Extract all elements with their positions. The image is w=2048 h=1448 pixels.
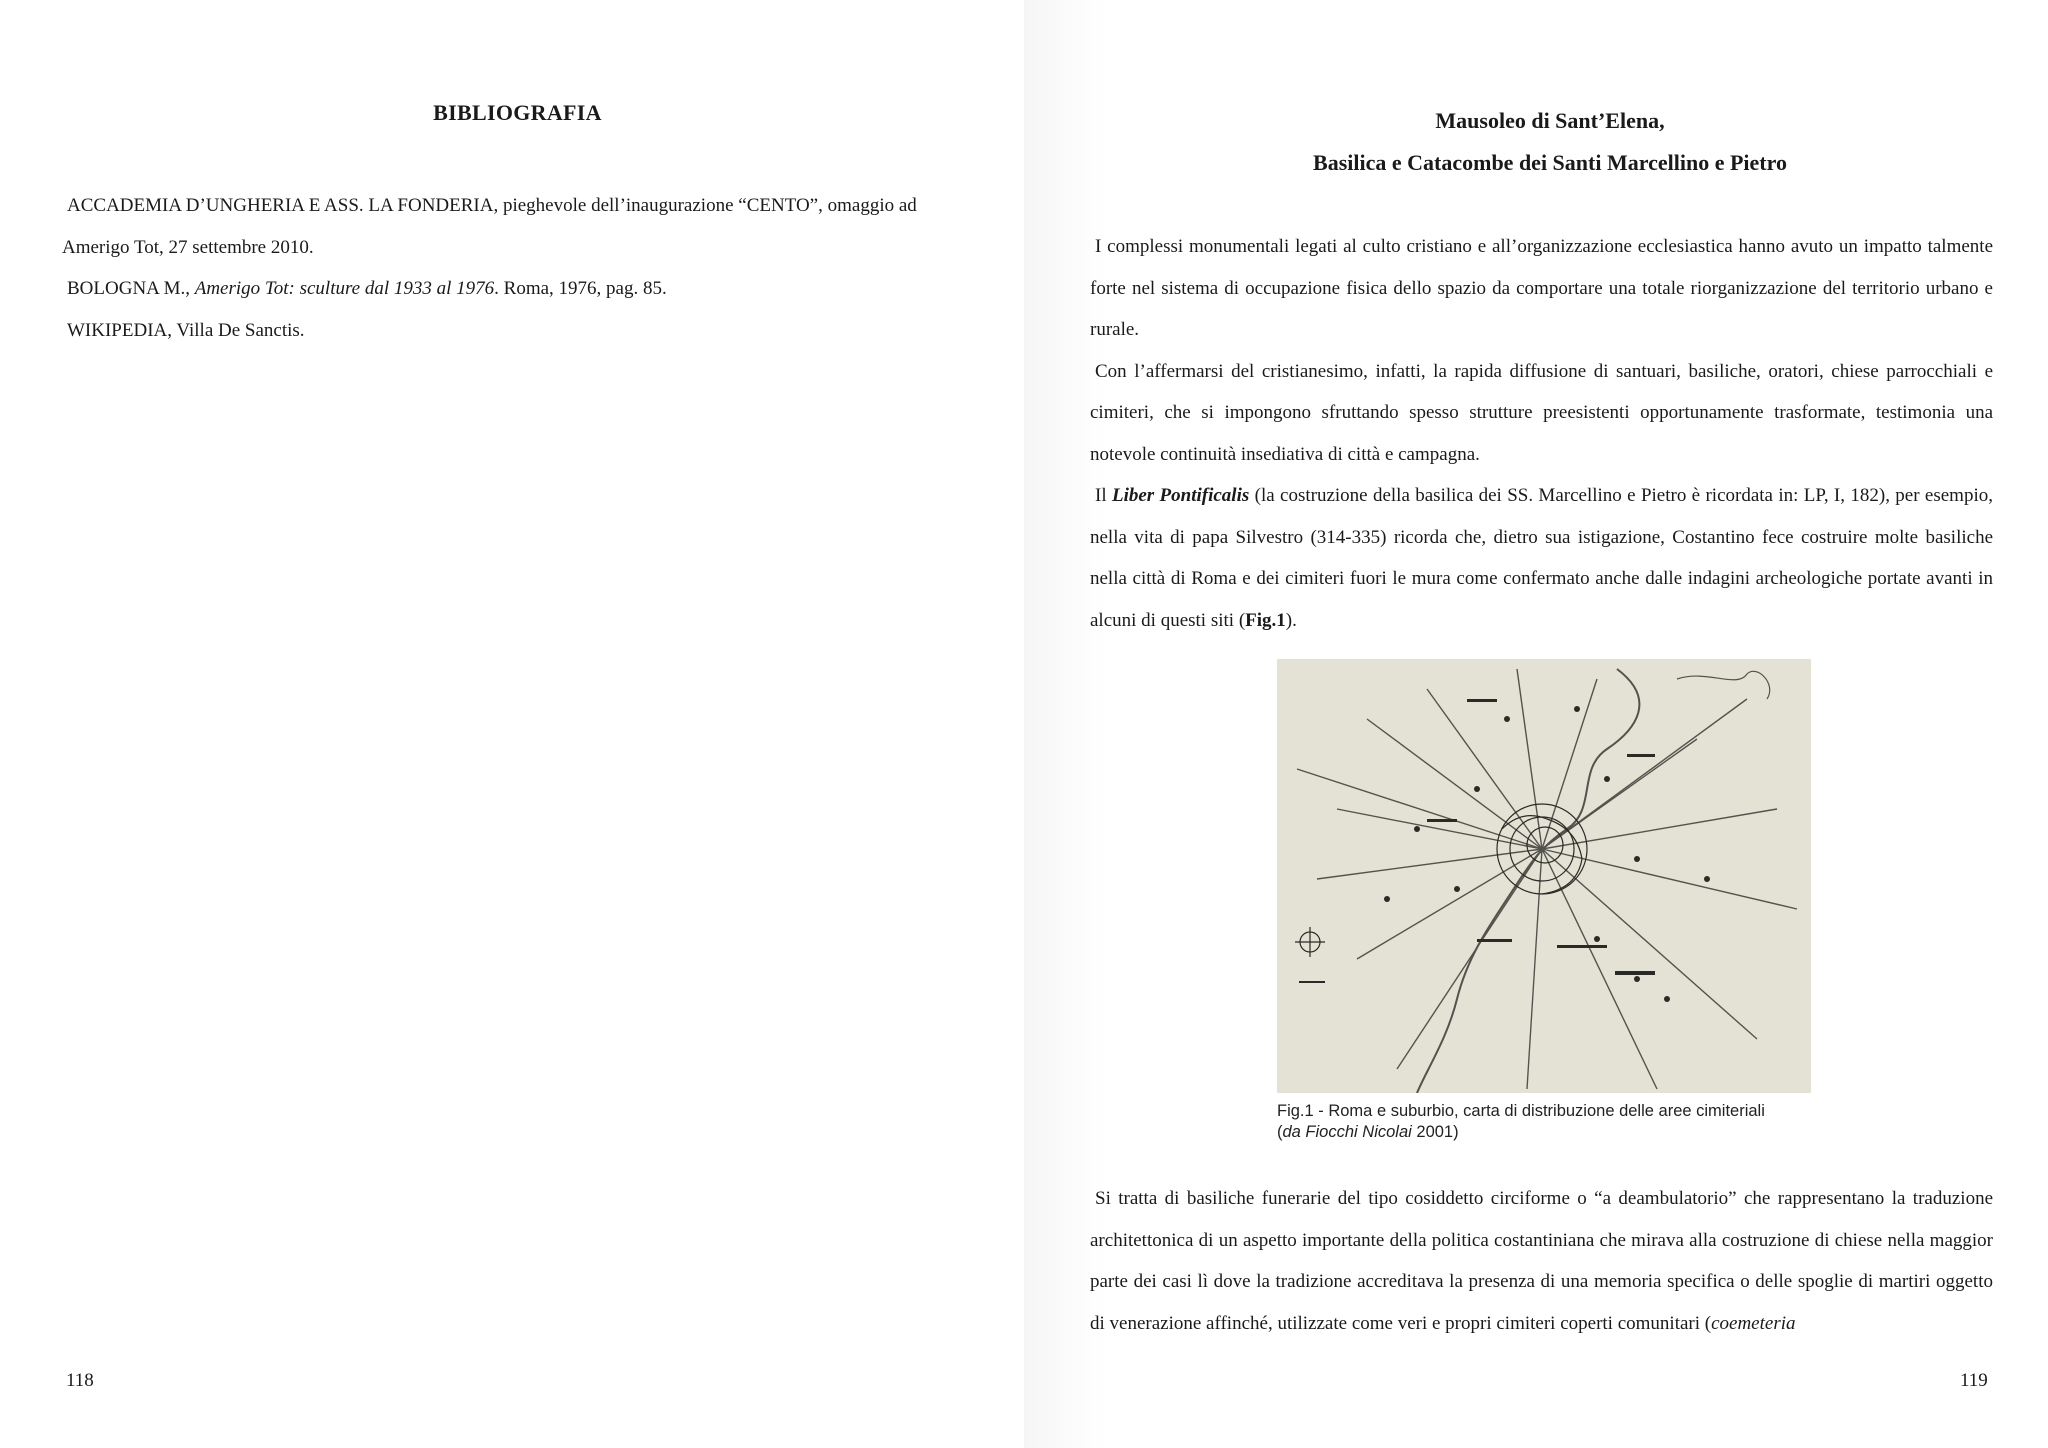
caption-source: da Fiocchi Nicolai bbox=[1282, 1123, 1412, 1141]
bibliography-entry-1-line-1: ACCADEMIA D’UNGHERIA E ASS. LA FONDERIA, pieghevole dell’inaugurazione “CENTO”, omaggio ad bbox=[67, 195, 917, 216]
page-number-right: 119 bbox=[1960, 1370, 1988, 1391]
figure-caption bbox=[1277, 1101, 1837, 1143]
bibliography-heading: BIBLIOGRAFIA bbox=[433, 100, 602, 125]
paragraph-3-middle: (la costruzione della basilica dei SS. Marcellino e Pietro è ricordata in: LP, I, 182), per esempio, nella vita di papa Silvestro (314-335) ricorda che, dietro sua istigazione, Costantino fece costruire molte basiliche nella città di Roma e dei cimiteri fuori le mura come confermato anche dalle indagini archeologiche portate avanti in alcuni di questi siti ( bbox=[1090, 485, 1993, 631]
body-text-lower bbox=[1090, 1178, 1993, 1344]
entry-author: BOLOGNA M., bbox=[67, 278, 195, 299]
bibliography-entry-1-line-2: Amerigo Tot, 27 settembre 2010. bbox=[62, 236, 314, 258]
paragraph-1: I complessi monumentali legati al culto cristiano e all’organizzazione ecclesiastica hanno avuto un impatto talmente forte nel sistema di occupazione fisica dello spazio da comportare una totale riorganizzazione del territorio urbano e rurale. bbox=[1090, 236, 1993, 340]
entry-title: Amerigo Tot: sculture dal 1933 al 1976 bbox=[194, 278, 495, 299]
entry-details: . Roma, 1976, pag. 85. bbox=[494, 278, 667, 299]
chapter-heading bbox=[1100, 100, 2000, 184]
caption-line-2 bbox=[1277, 1122, 1837, 1143]
bibliography-entry-2 bbox=[62, 268, 1002, 310]
caption-paren: ( bbox=[1277, 1123, 1283, 1141]
paragraph-3 bbox=[1090, 475, 1993, 641]
caption-year: 2001) bbox=[1411, 1123, 1459, 1141]
map-illustration bbox=[1277, 659, 1811, 1093]
paragraph-3-end: ). bbox=[1285, 609, 1297, 631]
body-text-upper bbox=[1090, 226, 1993, 641]
bibliography-list bbox=[62, 185, 1002, 351]
page-number-left: 118 bbox=[66, 1370, 94, 1391]
paragraph-4 bbox=[1090, 1178, 1993, 1344]
paragraph-2: Con l’affermarsi del cristianesimo, infatti, la rapida diffusione di santuari, basiliche, oratori, chiese parrocchiali e cimiteri, che si impongono sfruttando spesso strutture preesistenti opportunamente trasformate, testimonia una notevole continuità insediativa di città e campagna. bbox=[1090, 360, 1993, 465]
chapter-heading-line-2: Basilica e Catacombe dei Santi Marcellino e Pietro bbox=[1313, 150, 1787, 175]
rome-cemetery-map-image bbox=[1277, 659, 1811, 1093]
coemeteria-term: coemeteria bbox=[1711, 1312, 1796, 1334]
paragraph-4-text: Si tratta di basiliche funerarie del tipo cosiddetto circiforme o “a deambulatorio” che rappresentano la traduzione architettonica di un aspetto importante della politica costantiniana che mirava alla costruzione di chiese nella maggior parte dei casi lì dove la tradizione accreditava la presenza di una memoria specifica o delle spoglie di martiri oggetto di venerazione affinché, utilizzate come veri e propri cimiteri coperti comunitari ( bbox=[1090, 1188, 1993, 1334]
chapter-heading-line-1: Mausoleo di Sant’Elena, bbox=[1435, 108, 1665, 133]
paragraph-3-start: Il bbox=[1095, 485, 1112, 506]
figure-reference: Fig.1 bbox=[1245, 609, 1286, 631]
caption-line-1: Fig.1 - Roma e suburbio, carta di distribuzione delle aree cimiteriali bbox=[1277, 1102, 1765, 1120]
liber-pontificalis-title: Liber Pontificalis bbox=[1111, 485, 1250, 506]
bibliography-entry-3: WIKIPEDIA, Villa De Sanctis. bbox=[67, 319, 305, 341]
